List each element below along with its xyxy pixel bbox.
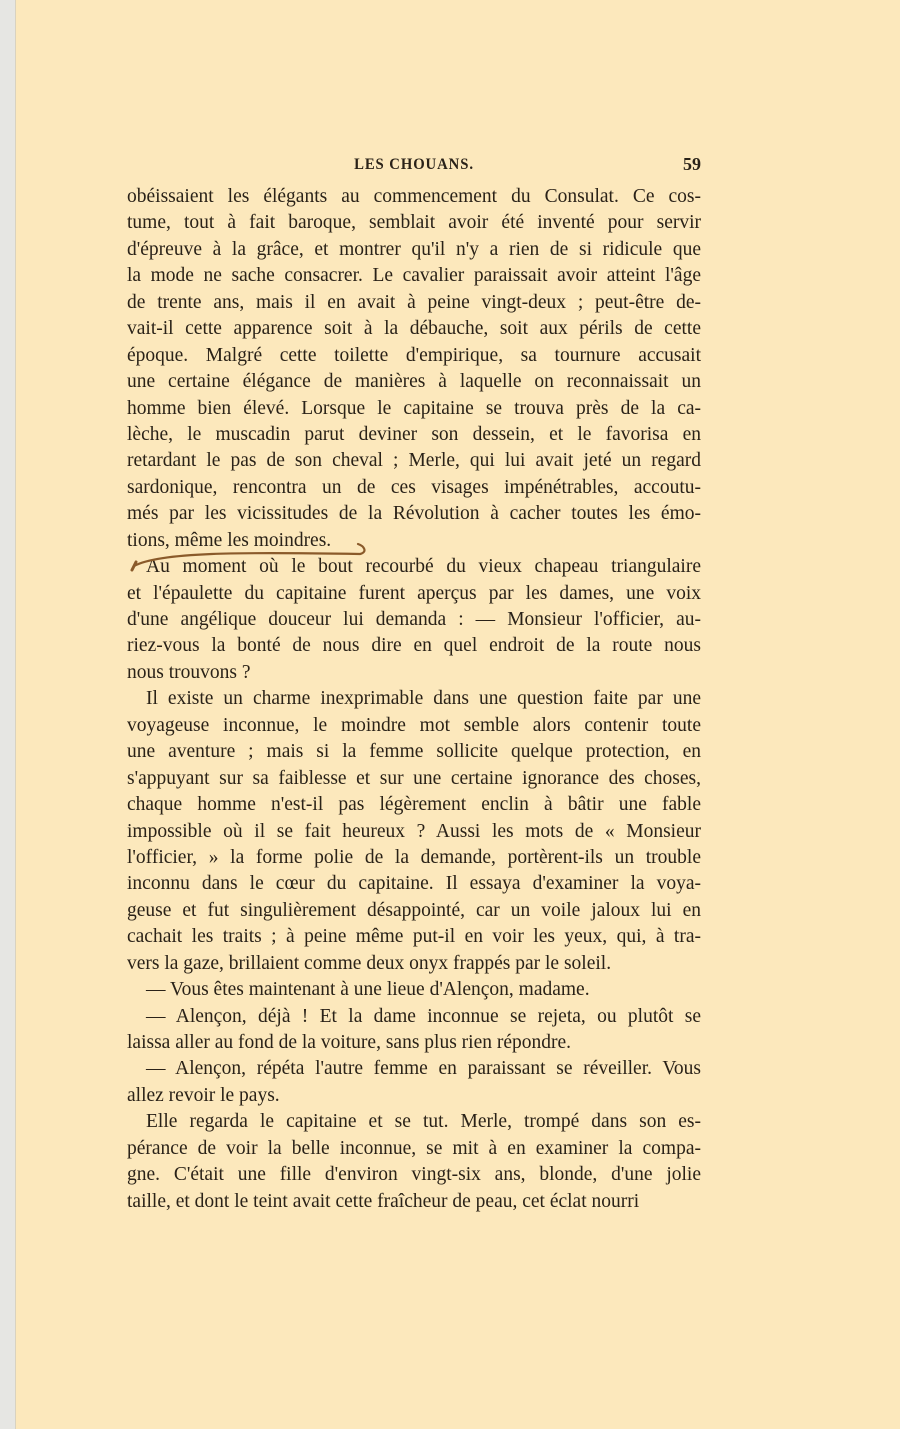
- text-line: obéissaient les élégants au commencement du Consulat. Ce cos-: [127, 186, 701, 207]
- text-line: et l'épaulette du capitaine furent aperçus par les dames, une voix: [127, 582, 701, 604]
- scan-edge: [0, 0, 16, 1429]
- text-line: une certaine élégance de manières à laquelle on reconnaissait un: [127, 371, 701, 393]
- text-line: gne. C'était une fille d'environ vingt-six ans, blonde, d'une jolie: [127, 1164, 701, 1186]
- text-line: sardonique, rencontra un de ces visages impénétrables, accoutu-: [127, 476, 701, 498]
- page-number: 59: [683, 154, 701, 174]
- text-line: allez revoir le pays.: [127, 1084, 280, 1106]
- text-line: lèche, le muscadin parut deviner son dessein, et le favorisa en: [127, 423, 701, 445]
- text-line: d'une angélique douceur lui demanda : — Monsieur l'officier, au-: [127, 609, 701, 630]
- text-line: homme bien élevé. Lorsque le capitaine se trouva près de la ca-: [127, 397, 701, 419]
- text-line: laissa aller au fond de la voiture, sans plus rien répondre.: [127, 1032, 572, 1053]
- text-line: Il existe un charme inexprimable dans une question faite par une: [146, 688, 701, 710]
- text-line: retardant le pas de son cheval ; Merle, qui lui avait jeté un regard: [127, 450, 701, 472]
- text-line: une aventure ; mais si la femme sollicite quelque protection, en: [127, 741, 701, 763]
- text-line: nous trouvons ?: [127, 661, 251, 683]
- text-line: de trente ans, mais il en avait à peine vingt-deux ; peut-être de-: [127, 291, 701, 313]
- text-line: chaque homme n'est-il pas légèrement enclin à bâtir une fable: [127, 794, 701, 816]
- text-line: — Vous êtes maintenant à une lieue d'Alençon, madame.: [146, 979, 590, 1001]
- text-line: riez-vous la bonté de nous dire en quel endroit de la route nous: [127, 635, 701, 657]
- text-line: vers la gaze, brillaient comme deux onyx frappés par le soleil.: [127, 952, 612, 974]
- text-line: pérance de voir la belle inconnue, se mit à en examiner la compa-: [127, 1137, 701, 1159]
- text-line: tions, même les moindres.: [127, 529, 332, 551]
- text-line: taille, et dont le teint avait cette fraîcheur de peau, cet éclat nourri: [127, 1190, 640, 1212]
- text-line: voyageuse inconnue, le moindre mot semble alors contenir toute: [127, 714, 701, 736]
- text-line: — Alençon, répéta l'autre femme en paraissant se réveiller. Vous: [146, 1058, 701, 1080]
- text-line: tume, tout à fait baroque, semblait avoir été inventé pour servir: [127, 212, 701, 234]
- text-line: inconnu dans le cœur du capitaine. Il essaya d'examiner la voya-: [127, 873, 701, 895]
- text-line: — Alençon, déjà ! Et la dame inconnue se rejeta, ou plutôt se: [146, 1005, 701, 1027]
- text-line: la mode ne sache consacrer. Le cavalier paraissait avoir atteint l'âge: [127, 265, 701, 287]
- text-line: geuse et fut singulièrement désappointé, car un voile jaloux lui en: [127, 899, 701, 921]
- text-line: cachait les traits ; à peine même put-il en voir les yeux, qui, à tra-: [127, 926, 701, 948]
- page-header: [127, 150, 701, 176]
- text-line: d'épreuve à la grâce, et montrer qu'il n'y a rien de si ridicule que: [127, 238, 701, 260]
- text-line: vait-il cette apparence soit à la débauche, soit aux périls de cette: [127, 318, 701, 340]
- text-line: Elle regarda le capitaine et se tut. Merle, trompé dans son es-: [146, 1111, 701, 1133]
- text-line: époque. Malgré cette toilette d'empirique, sa tournure accusait: [127, 344, 701, 366]
- body-text: [127, 184, 701, 1215]
- text-line: Au moment où le bout recourbé du vieux chapeau triangulaire: [146, 556, 701, 578]
- text-line: s'appuyant sur sa faiblesse et sur une certaine ignorance des choses,: [127, 767, 701, 789]
- running-title: LES CHOUANS.: [354, 156, 474, 173]
- text-line: impossible où il se fait heureux ? Aussi les mots de « Monsieur: [127, 820, 701, 842]
- text-line: més par les vicissitudes de la Révolution à cacher toutes les émo-: [127, 503, 701, 525]
- text-line: l'officier, » la forme polie de la demande, portèrent-ils un trouble: [127, 846, 701, 868]
